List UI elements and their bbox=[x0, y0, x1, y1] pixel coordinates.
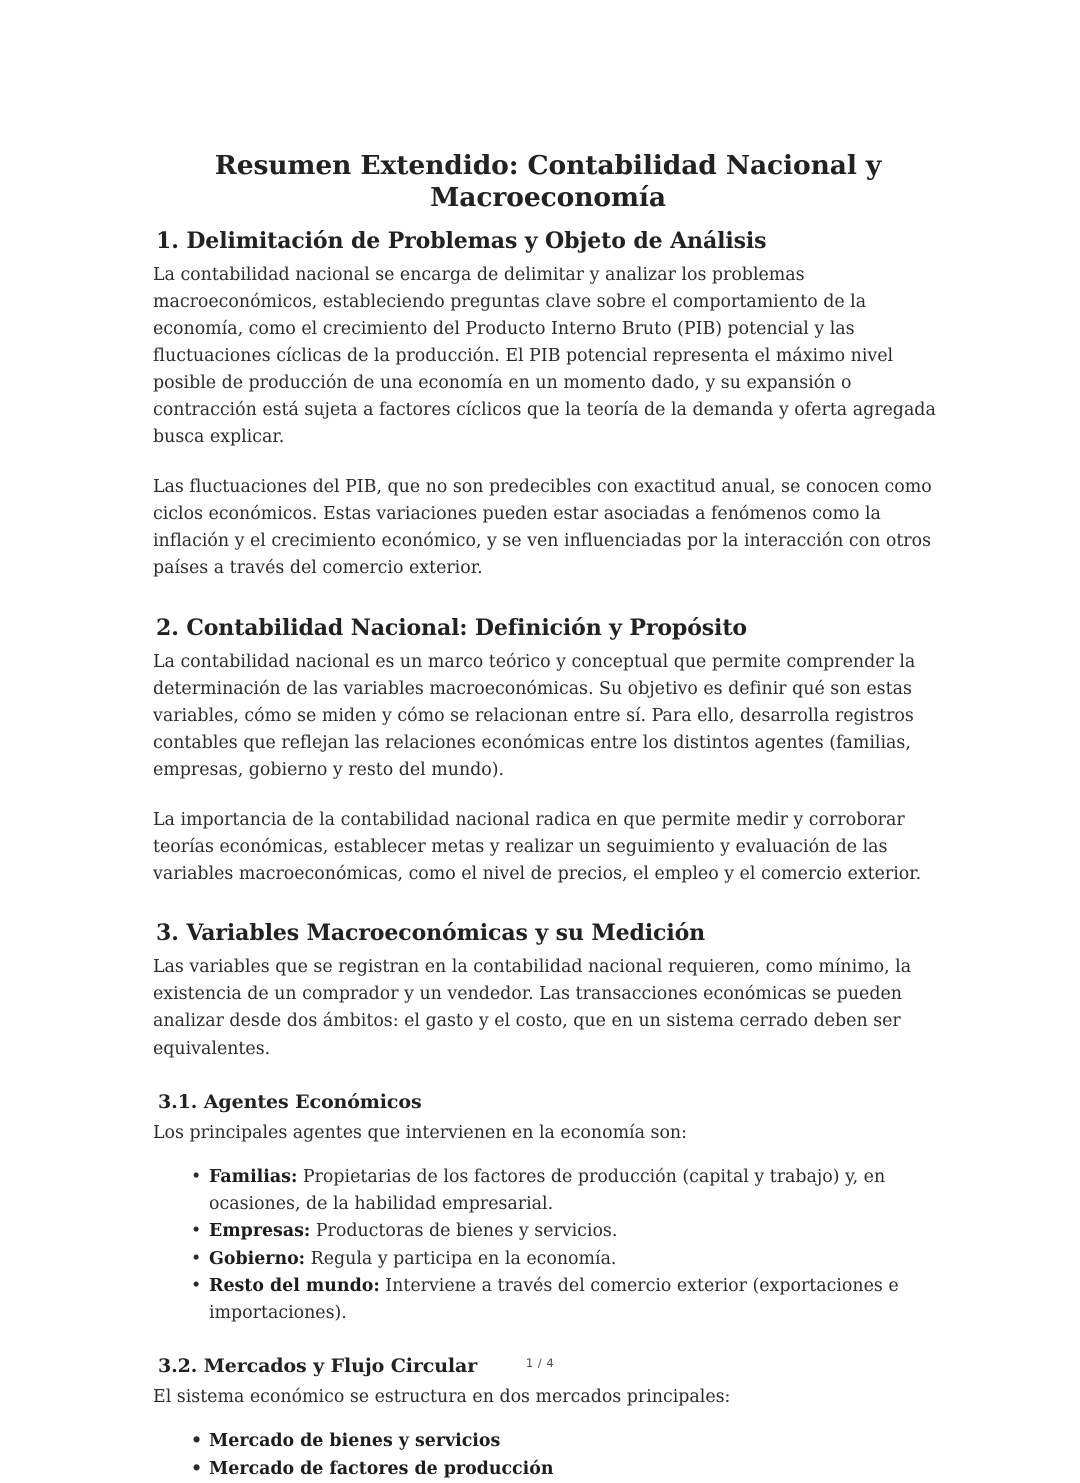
list-item bbox=[153, 1428, 943, 1455]
list-item bbox=[153, 1273, 943, 1327]
section-heading-1: 1. Delimitación de Problemas y Objeto de Análisis bbox=[156, 227, 767, 254]
section-1-paragraph-1: La contabilidad nacional se encarga de delimitar y analizar los problemas macroeconómicos, estableciendo preguntas clave sobre el comportamiento de la economía, como el crecimiento del Producto Interno Bruto (PIB) potencial y las fluctuaciones cíclicas de la producción. El PIB potencial representa el máximo nivel posible de producción de una economía en un momento dado, y su expansión o contracción está sujeta a factores cíclicos que la teoría de la demanda y oferta agregada busca explicar. bbox=[153, 264, 936, 448]
section-heading-2: 2. Contabilidad Nacional: Definición y Propósito bbox=[156, 614, 747, 641]
subsection-heading-3-2: 3.2. Mercados y Flujo Circular bbox=[158, 1354, 478, 1377]
list-item-desc: Regula y participa en la economía. bbox=[305, 1248, 617, 1269]
list-item-desc: Propietarias de los factores de producción (capital y trabajo) y, en ocasiones, de la habilidad empresarial. bbox=[209, 1167, 886, 1215]
agentes-economicos-list bbox=[153, 1164, 943, 1326]
subsection-heading-3-1: 3.1. Agentes Económicos bbox=[158, 1090, 422, 1113]
section-2-paragraph-1: La contabilidad nacional es un marco teórico y conceptual que permite comprender la determinación de las variables macroeconómicas. Su objetivo es definir qué son estas variables, cómo se miden y cómo se relacionan entre sí. Para ello, desarrolla registros contables que reflejan las relaciones económicas entre los distintos agentes (familias, empresas, gobierno y resto del mundo). bbox=[153, 651, 916, 780]
list-item-term: Mercado de factores de producción bbox=[209, 1458, 554, 1479]
section-heading-3: 3. Variables Macroeconómicas y su Medición bbox=[156, 920, 706, 947]
section-2-paragraph-2: La importancia de la contabilidad nacional radica en que permite medir y corroborar teorías económicas, establecer metas y realizar un seguimiento y evaluación de las variables macroeconómicas, como el nivel de precios, el empleo y el comercio exterior. bbox=[153, 809, 922, 885]
list-item-term: Empresas: bbox=[209, 1221, 311, 1242]
subsection-3-2-intro: El sistema económico se estructura en dos mercados principales: bbox=[153, 1387, 731, 1408]
list-item bbox=[153, 1456, 943, 1483]
list-item bbox=[153, 1246, 943, 1273]
list-item bbox=[153, 1164, 943, 1218]
section-3-paragraph-1: Las variables que se registran en la contabilidad nacional requieren, como mínimo, la existencia de un comprador y un vendedor. Las transacciones económicas se pueden analizar desde dos ámbitos: el gasto y el costo, que en un sistema cerrado deben ser equivalentes. bbox=[153, 957, 912, 1059]
list-item-desc: Interviene a través del comercio exterior (exportaciones e importaciones). bbox=[209, 1275, 899, 1323]
list-item-term: Gobierno: bbox=[209, 1248, 306, 1269]
subsection-3-1-intro: Los principales agentes que intervienen en la economía son: bbox=[153, 1123, 687, 1144]
document-content bbox=[153, 150, 943, 1483]
section-1-paragraph-2: Las fluctuaciones del PIB, que no son predecibles con exactitud anual, se conocen como ciclos económicos. Estas variaciones pueden estar asociadas a fenómenos como la inflación y el crecimiento económico, y se ven influenciadas por la interacción con otros países a través del comercio exterior. bbox=[153, 477, 932, 579]
list-item-term: Familias: bbox=[209, 1167, 298, 1188]
page-footer: 1 / 4 bbox=[525, 1356, 555, 1370]
list-item bbox=[153, 1218, 943, 1245]
mercados-list bbox=[153, 1428, 943, 1482]
page-title: Resumen Extendido: Contabilidad Nacional y Macroeconomía bbox=[214, 150, 882, 214]
list-item-desc: Productoras de bienes y servicios. bbox=[310, 1221, 618, 1242]
list-item-term: Mercado de bienes y servicios bbox=[209, 1431, 501, 1452]
list-item-term: Resto del mundo: bbox=[209, 1275, 380, 1296]
